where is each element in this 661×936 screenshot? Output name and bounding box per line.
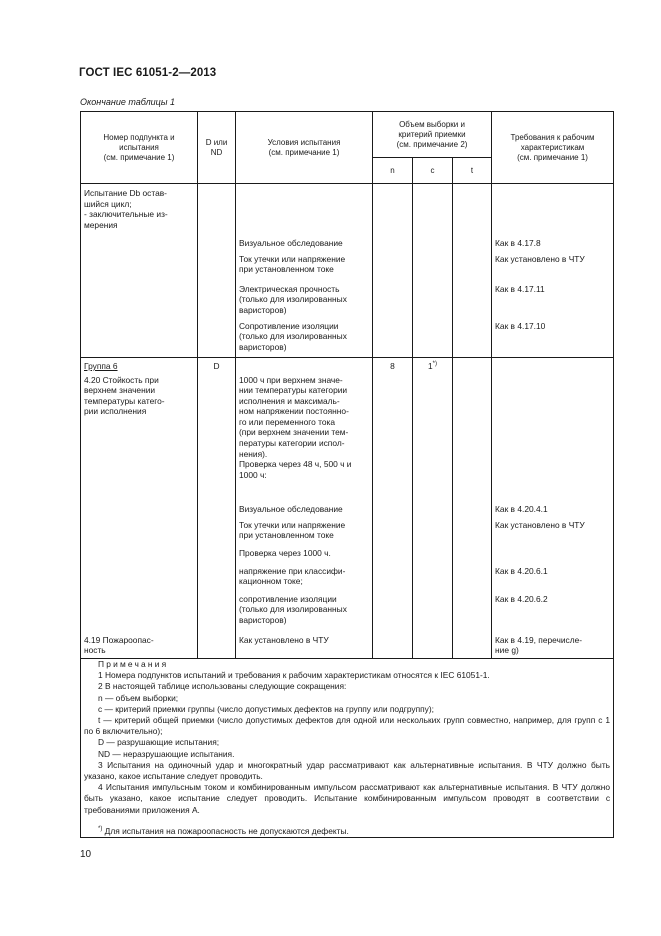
condition-cell: Ток утечки или напряжение при установленном токе: [236, 254, 373, 280]
table-row: [81, 564, 614, 592]
note-line: n — объем выборки;: [98, 692, 179, 703]
condition-cell: Визуальное обследование: [236, 238, 373, 254]
header-n: n: [373, 158, 413, 184]
requirement-cell: Как установлено в ЧТУ: [492, 520, 614, 548]
table-row: [81, 254, 614, 280]
test-name: 4.19 Пожароопас- ность: [81, 632, 198, 659]
table-row: [81, 184, 614, 238]
table-row: [81, 238, 614, 254]
requirement-cell: Как в 4.20.4.1: [492, 504, 614, 520]
header-sample: Объем выборки и критерий приемки (см. примечание 2): [373, 112, 492, 158]
table-row: [81, 520, 614, 548]
document-header: ГОСТ IEC 61051-2—2013: [79, 67, 217, 79]
d-nd-value: D: [198, 358, 236, 374]
test-name: Испытание Db остав- шийся цикл; - заключительные из- мерения: [81, 184, 198, 238]
note-line: c — критерий приемки группы (число допустимых дефектов на группу или подгруппу);: [98, 703, 434, 714]
header-d-nd: D или ND: [198, 112, 236, 184]
note-line: t — критерий общей приемки (число допустимых дефектов для одной или нескольких групп совместно, например, для групп с 1 по 6 включительно);: [84, 715, 611, 737]
header-requirements: Требования к рабочим характеристикам (см. примечание 1): [492, 112, 614, 184]
footnote: *) Для испытания на пожароопасность не допускаются дефекты.: [98, 825, 349, 836]
note-line: 3 Испытания на одиночный удар и многократный удар рассматривают как альтернативные испытания. В ЧТУ должно быть указано, какое испытание следует проводить.: [84, 759, 611, 782]
table-row: [81, 358, 614, 374]
requirement-cell: Как в 4.19, перечисле- ние g): [492, 632, 614, 659]
page-number: 10: [80, 849, 92, 860]
header-clause: Номер подпункта и испытания (см. примечание 1): [81, 112, 198, 184]
condition-cell: Электрическая прочность (только для изолированных варисторов): [236, 280, 373, 318]
header-conditions: Условия испытания (см. примечание 1): [236, 112, 373, 184]
note-line: 1 Номера подпунктов испытаний и требования к рабочим характеристикам относятся к IEC 61051-1.: [98, 670, 490, 681]
notes-title: Примечания: [98, 659, 169, 669]
table-row: [81, 374, 614, 504]
requirement-cell: Как в 4.20.6.2: [492, 592, 614, 632]
header-t: t: [453, 158, 492, 184]
note-line: D — разрушающие испытания;: [98, 737, 220, 748]
note-line: 2 В настоящей таблице использованы следующие сокращения:: [98, 681, 347, 692]
requirement-cell: Как в 4.17.11: [492, 280, 614, 318]
note-line: ND — неразрушающие испытания.: [98, 748, 235, 759]
table-caption: Окончание таблицы 1: [80, 97, 175, 107]
condition-cell: сопротивление изоляции (только для изолированных варисторов): [236, 592, 373, 632]
condition-cell: Проверка через 1000 ч.: [236, 548, 373, 564]
requirement-cell: Как в 4.17.8: [492, 238, 614, 254]
requirement-cell: Как в 4.17.10: [492, 318, 614, 358]
condition-cell: Сопротивление изоляции (только для изолированных варисторов): [236, 318, 373, 358]
table-row: [81, 548, 614, 564]
n-value: 8: [373, 358, 413, 374]
table-row: [81, 504, 614, 520]
table-row: [81, 318, 614, 358]
table-row: [81, 592, 614, 632]
test-name: 4.20 Стойкость при верхнем значении температуры катего- рии исполнения: [81, 374, 198, 504]
requirement-cell: Как в 4.20.6.1: [492, 564, 614, 592]
notes-block: [81, 659, 614, 838]
test-table: [80, 111, 614, 838]
condition-cell: Ток утечки или напряжение при установленном токе: [236, 520, 373, 548]
notes-row: [81, 659, 614, 838]
table-row: [81, 280, 614, 318]
condition-cell: 1000 ч при верхнем значе- нии температуры категории исполнения и максималь- ном напряжении постоянно- го или переменного тока (при верхнем значении тем- пературы категории испол- нения). Проверка через 48 ч, 500 ч и 1000 ч:: [236, 374, 373, 504]
c-value: 1*): [413, 358, 453, 374]
group-label: Группа 6: [81, 358, 198, 374]
condition-cell: напряжение при классифи- кационном токе;: [236, 564, 373, 592]
condition-cell: Визуальное обследование: [236, 504, 373, 520]
table-row: [81, 632, 614, 659]
condition-cell: Как установлено в ЧТУ: [236, 632, 373, 659]
note-line: 4 Испытания импульсным током и комбинированным импульсом рассматривают как альтернативные испытания. В ЧТУ должно быть указано, какое испытание следует проводить. Испытание комбинированным импульсом проводят в соответствии с требованиями приложения А.: [84, 782, 611, 815]
requirement-cell: Как установлено в ЧТУ: [492, 254, 614, 280]
header-c: c: [413, 158, 453, 184]
